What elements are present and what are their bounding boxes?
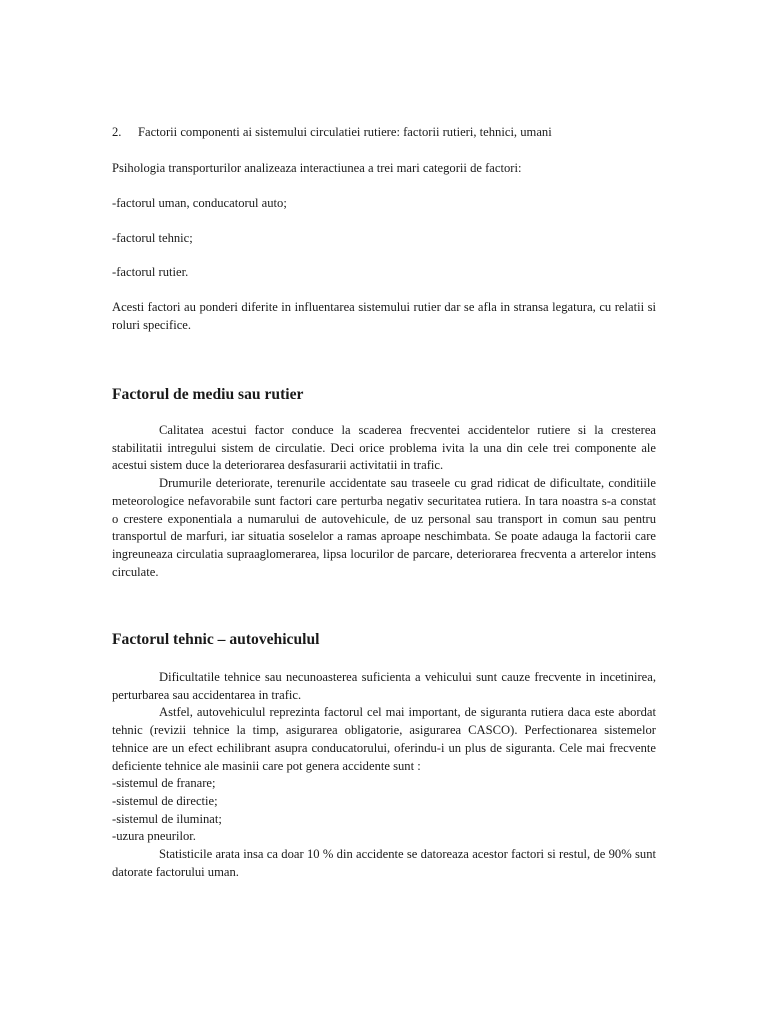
section-title [112,124,552,141]
factor-list-item: -factorul tehnic; [112,231,193,245]
factor-list-item: -factorul uman, conducatorul auto; [112,196,287,210]
heading-factorul-mediu: Factorul de mediu sau rutier [112,386,304,403]
tehnic-paragraph-3: Statisticile arata insa ca doar 10 % din accidente se datoreaza acestor factori si restul, de 90% sunt datorate factorului uman. [112,847,656,879]
tehnic-paragraph-1: Dificultatile tehnice sau necunoasterea suficienta a vehicului sunt cauze frecvente in incetinirea, perturbarea sau accidentarea in trafic. [112,670,656,702]
document-page [112,0,656,1024]
tehnic-body [112,669,656,881]
section-title-text: Factorii componenti ai sistemului circulatiei rutiere: factorii rutieri, tehnici, umani [138,125,552,139]
tehnic-list-item: -sistemul de iluminat; [112,811,222,826]
factor-list-item: -factorul rutier. [112,265,189,279]
mediu-paragraph-2: Drumurile deteriorate, terenurile accidentate sau traseele cu grad ridicat de dificultate, conditiile meteorologice nefavorabile sunt factori care perturba negativ securitatea rutiera. In tara noastra s-a constat o crestere exponentiala a numarului de autovehicule, de uz personal sau transport in comun sau pentru transportul de marfuri, iar situatia soselelor a ramas aproape neschimbata. Se poate adauga la factorii care ingreuneaza circulatia supraaglomerarea, lipsa locurilor de parcare, deteriorarea frecventa a arterelor intens circulate. [112,476,656,579]
intro-paragraph: Psihologia transporturilor analizeaza interactiunea a trei mari categorii de factori: [112,161,522,175]
tehnic-list-item: -uzura pneurilor. [112,829,196,844]
mediu-paragraph-1: Calitatea acestui factor conduce la scaderea frecventei accidentelor rutiere si la cresterea stabilitatii intregului sistem de circulatie. Deci orice problema ivita la una din cele trei componente ale acestui sistem duce la deteriorarea desfasurarii activitatii in trafic. [112,423,656,473]
tehnic-list-item: -sistemul de franare; [112,776,216,791]
heading-factorul-tehnic: Factorul tehnic – autovehiculul [112,631,320,648]
tehnic-list-item: -sistemul de directie; [112,793,218,808]
mediu-body [112,422,656,581]
section-number: 2. [112,125,122,139]
tehnic-paragraph-2: Astfel, autovehiculul reprezinta factorul cel mai important, de siguranta rutiera daca este abordat tehnic (revizii tehnice la timp, asigurarea obligatorie, asigurarea CASCO). Perfectionarea sistemelor tehnice are un efect echilibrant asupra conducatorului, oferindu-i un plus de siguranta. Cele mai frecvente deficiente tehnice ale masinii care pot genera accidente sunt : [112,705,656,773]
summary-paragraph: Acesti factori au ponderi diferite in influentarea sistemului rutier dar se afla in stransa legatura, cu relatii si roluri specifice. [112,300,656,332]
